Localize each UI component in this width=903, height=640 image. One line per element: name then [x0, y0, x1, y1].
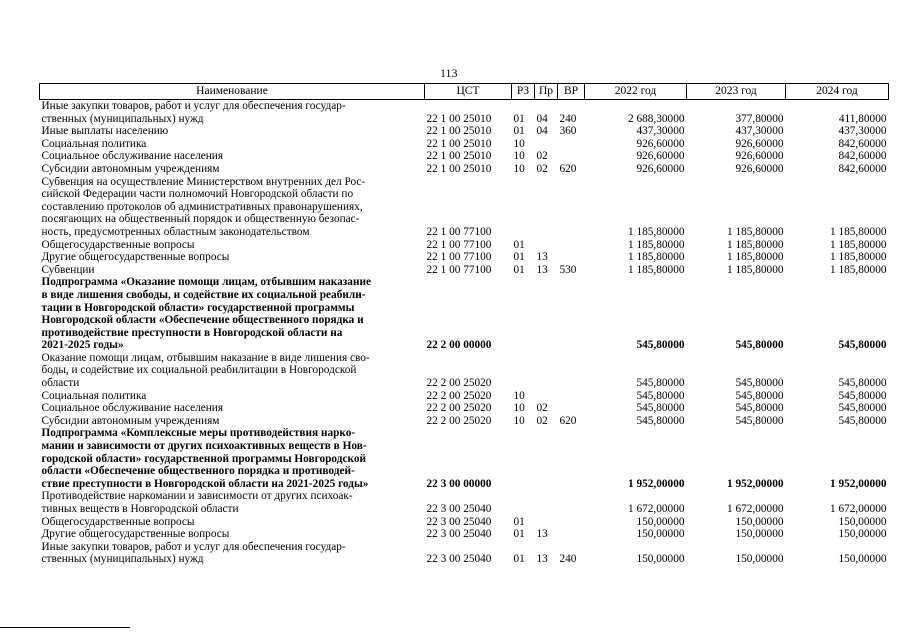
cell-vr	[558, 352, 585, 390]
cell-vr	[558, 150, 585, 163]
cell-name: Подпрограмма «Оказание помощи лицам, отбывшим наказание в виде лишения свободы, и содействие их социальной реабили- тации в Новгородской области» государственной программы Новгородской области «Обеспечение общественного порядка и противодействие преступности в Новгородской области на 2021-2025 годы»	[41, 276, 371, 352]
cell-2022: 545,80000	[636, 402, 685, 415]
cell-2023: 150,00000	[735, 515, 784, 528]
table-row	[40, 176, 889, 239]
footer-divider	[0, 627, 130, 628]
cell-2023: 545,80000	[735, 414, 784, 427]
cell-name: Иные закупки товаров, работ и услуг для обеспечения государ- ственных (муниципальных) нужд	[41, 540, 346, 566]
cell-2022: 926,60000	[636, 150, 685, 163]
header-2023: 2023 год	[687, 84, 786, 100]
cell-rz: 10	[513, 162, 525, 175]
cell-rz: 01	[513, 238, 525, 251]
cell-2023: 1 952,00000	[727, 477, 784, 490]
table-row	[40, 528, 889, 541]
table-row	[40, 150, 889, 163]
cell-pr	[535, 390, 558, 403]
cell-rz	[512, 276, 535, 352]
cell-2024: 842,60000	[838, 137, 887, 150]
cell-vr: 240	[559, 553, 577, 566]
cell-name: Социальное обслуживание населения	[41, 402, 224, 415]
cell-rz	[512, 352, 535, 390]
cell-rz: 10	[513, 414, 525, 427]
page-number: 113	[440, 66, 458, 80]
header-cst: ЦСТ	[425, 84, 512, 100]
cell-rz: 10	[513, 402, 525, 415]
cell-vr: 240	[559, 112, 577, 125]
cell-2022: 545,80000	[636, 377, 685, 390]
cell-vr	[558, 251, 585, 264]
cell-pr: 02	[536, 414, 548, 427]
cell-2023: 1 185,80000	[727, 238, 784, 251]
cell-2024: 150,00000	[838, 515, 887, 528]
cell-2024: 1 672,00000	[830, 503, 887, 515]
cell-cst: 22 1 00 25010	[426, 137, 492, 150]
cell-rz: 01	[513, 112, 525, 125]
cell-pr	[535, 176, 558, 239]
table-row	[40, 276, 889, 352]
cell-cst: 22 1 00 25010	[426, 162, 492, 175]
cell-vr: 620	[559, 414, 577, 427]
cell-pr	[535, 352, 558, 390]
cell-cst: 22 3 00 25040	[426, 515, 492, 528]
cell-cst: 22 1 00 25010	[426, 112, 492, 125]
cell-pr: 02	[536, 162, 548, 175]
cell-2024: 1 185,80000	[830, 225, 887, 238]
cell-pr: 04	[536, 125, 548, 138]
table-row	[40, 516, 889, 529]
cell-2023: 1 185,80000	[727, 263, 784, 276]
cell-2023: 377,80000	[735, 112, 784, 125]
cell-2024: 545,80000	[838, 339, 887, 352]
cell-name: Социальное обслуживание населения	[41, 150, 224, 163]
cell-2022: 1 952,00000	[628, 477, 685, 490]
cell-2024: 545,80000	[838, 377, 887, 390]
cell-2023: 1 672,00000	[727, 503, 784, 515]
cell-rz: 10	[513, 150, 525, 163]
cell-pr: 13	[536, 251, 548, 264]
cell-pr	[535, 516, 558, 529]
cell-2022: 1 185,80000	[628, 238, 685, 251]
header-name: Наименование	[40, 84, 425, 100]
cell-2022: 150,00000	[636, 515, 685, 528]
cell-name: Иные закупки товаров, работ и услуг для обеспечения государ- ственных (муниципальных) нужд	[41, 100, 346, 125]
cell-rz: 01	[513, 553, 525, 566]
cell-2022: 545,80000	[636, 339, 685, 352]
cell-2022: 545,80000	[636, 414, 685, 427]
cell-2023: 1 185,80000	[727, 225, 784, 238]
cell-2022: 150,00000	[636, 553, 685, 566]
cell-cst: 22 3 00 25040	[426, 528, 492, 541]
cell-2023: 545,80000	[735, 402, 784, 415]
cell-2022: 1 185,80000	[628, 251, 685, 264]
cell-2024: 411,80000	[838, 112, 887, 125]
table-row	[40, 415, 889, 428]
cell-2024: 842,60000	[838, 150, 887, 163]
cell-2024: 1 185,80000	[830, 251, 887, 264]
cell-2022: 150,00000	[636, 528, 685, 541]
table-row	[40, 490, 889, 515]
cell-name: Иные выплаты населению	[41, 125, 169, 138]
cell-cst: 22 1 00 77100	[426, 263, 492, 276]
cell-pr: 04	[536, 112, 548, 125]
cell-2023: 545,80000	[735, 389, 784, 402]
cell-cst: 22 1 00 25010	[426, 125, 492, 138]
table-row	[40, 251, 889, 264]
table-row	[40, 239, 889, 252]
table-row	[40, 427, 889, 490]
header-pr: Пр	[535, 84, 558, 100]
table-row	[40, 125, 889, 138]
cell-vr: 620	[559, 162, 577, 175]
cell-pr	[535, 490, 558, 515]
cell-pr: 13	[536, 528, 548, 541]
cell-2024: 1 185,80000	[830, 263, 887, 276]
cell-name: Подпрограмма «Комплексные меры противодействия нарко- мании и зависимости от других психоактивных веществ в Нов- городской области» государственной программы Новгородской области «Обеспечение общественного порядка и противодей- ствие преступности в Новгородской области на 2021-2025 годы»	[41, 427, 369, 490]
cell-cst: 22 1 00 77100	[426, 225, 492, 238]
cell-name: Социальная политика	[41, 389, 147, 402]
cell-name: Социальная политика	[41, 137, 147, 150]
cell-pr	[535, 239, 558, 252]
cell-cst: 22 2 00 25020	[426, 377, 492, 390]
cell-cst: 22 1 00 25010	[426, 150, 492, 163]
cell-2022: 1 672,00000	[628, 503, 685, 515]
cell-2023: 926,60000	[735, 137, 784, 150]
cell-pr: 13	[536, 263, 548, 276]
cell-rz: 10	[513, 137, 525, 150]
cell-2023: 926,60000	[735, 150, 784, 163]
table-row	[40, 352, 889, 390]
cell-rz: 10	[513, 389, 525, 402]
cell-vr	[558, 427, 585, 490]
cell-pr	[535, 138, 558, 151]
cell-cst: 22 3 00 25040	[426, 553, 492, 566]
cell-name: Другие общегосударственные вопросы	[41, 251, 230, 264]
cell-2024: 150,00000	[838, 528, 887, 541]
cell-name: Противодействие наркомании и зависимости от других психоак- тивных веществ в Новгородской области	[41, 490, 353, 515]
table-row	[40, 402, 889, 415]
cell-2022: 2 688,30000	[628, 112, 685, 125]
cell-vr	[558, 390, 585, 403]
table-row	[40, 264, 889, 277]
cell-rz	[512, 176, 535, 239]
table-row	[40, 138, 889, 151]
cell-2023: 150,00000	[735, 528, 784, 541]
cell-vr	[558, 138, 585, 151]
cell-2023: 545,80000	[735, 377, 784, 390]
cell-name: Субсидии автономным учреждениям	[41, 162, 220, 175]
cell-2024: 1 952,00000	[830, 477, 887, 490]
cell-rz: 01	[513, 263, 525, 276]
cell-2022: 926,60000	[636, 137, 685, 150]
table-row	[40, 541, 889, 566]
cell-cst: 22 3 00 00000	[426, 477, 492, 490]
cell-2024: 437,30000	[838, 125, 887, 138]
cell-2022: 1 185,80000	[628, 225, 685, 238]
cell-2023: 437,30000	[735, 125, 784, 138]
budget-table	[39, 83, 889, 566]
cell-pr	[535, 276, 558, 352]
cell-pr: 02	[536, 402, 548, 415]
cell-name: Общегосударственные вопросы	[41, 238, 195, 251]
cell-cst: 22 2 00 00000	[426, 339, 492, 352]
cell-vr	[558, 176, 585, 239]
cell-name: Субвенции	[41, 263, 95, 276]
cell-cst: 22 3 00 25040	[426, 503, 492, 515]
cell-2022: 437,30000	[636, 125, 685, 138]
cell-name: Общегосударственные вопросы	[41, 515, 195, 528]
cell-vr	[558, 239, 585, 252]
cell-2024: 1 185,80000	[830, 238, 887, 251]
cell-2023: 926,60000	[735, 162, 784, 175]
cell-rz	[512, 427, 535, 490]
header-2022: 2022 год	[585, 84, 687, 100]
cell-cst: 22 1 00 77100	[426, 251, 492, 264]
cell-vr: 530	[559, 263, 577, 276]
cell-vr: 360	[559, 125, 577, 138]
cell-pr	[535, 427, 558, 490]
cell-2023: 545,80000	[735, 339, 784, 352]
header-vr: ВР	[558, 84, 585, 100]
cell-vr	[558, 402, 585, 415]
cell-2024: 842,60000	[838, 162, 887, 175]
cell-vr	[558, 516, 585, 529]
cell-pr: 13	[536, 553, 548, 566]
cell-2022: 926,60000	[636, 162, 685, 175]
cell-rz: 01	[513, 515, 525, 528]
cell-2024: 545,80000	[838, 414, 887, 427]
cell-pr: 02	[536, 150, 548, 163]
cell-2022: 545,80000	[636, 389, 685, 402]
cell-name: Другие общегосударственные вопросы	[41, 528, 230, 541]
cell-name: Субвенция на осуществление Министерством внутренних дел Рос- сийской Федерации части полномочий Новгородской области по составлению протоколов об административных правонарушениях, посягающих на общественный порядок и общественную безопас- ность, предусмотренных областным законодательством	[41, 175, 366, 238]
cell-rz	[512, 490, 535, 515]
cell-rz: 01	[513, 125, 525, 138]
cell-name: Оказание помощи лицам, отбывшим наказание в виде лишения сво- боды, и содействие их социальной реабилитации в Новгородской области	[41, 351, 370, 390]
cell-2024: 545,80000	[838, 402, 887, 415]
cell-vr	[558, 528, 585, 541]
cell-vr	[558, 276, 585, 352]
cell-rz: 01	[513, 528, 525, 541]
cell-vr	[558, 490, 585, 515]
cell-cst: 22 1 00 77100	[426, 238, 492, 251]
cell-cst: 22 2 00 25020	[426, 414, 492, 427]
table-header-row	[40, 84, 889, 100]
cell-name: Субсидии автономным учреждениям	[41, 414, 220, 427]
header-rz: РЗ	[512, 84, 535, 100]
cell-2023: 1 185,80000	[727, 251, 784, 264]
cell-cst: 22 2 00 25020	[426, 389, 492, 402]
cell-cst: 22 2 00 25020	[426, 402, 492, 415]
table-row	[40, 100, 889, 126]
cell-rz: 01	[513, 251, 525, 264]
cell-2024: 545,80000	[838, 389, 887, 402]
table-row	[40, 163, 889, 176]
header-2024: 2024 год	[786, 84, 889, 100]
table-row	[40, 390, 889, 403]
cell-2022: 1 185,80000	[628, 263, 685, 276]
cell-2024: 150,00000	[838, 553, 887, 566]
cell-2023: 150,00000	[735, 553, 784, 566]
